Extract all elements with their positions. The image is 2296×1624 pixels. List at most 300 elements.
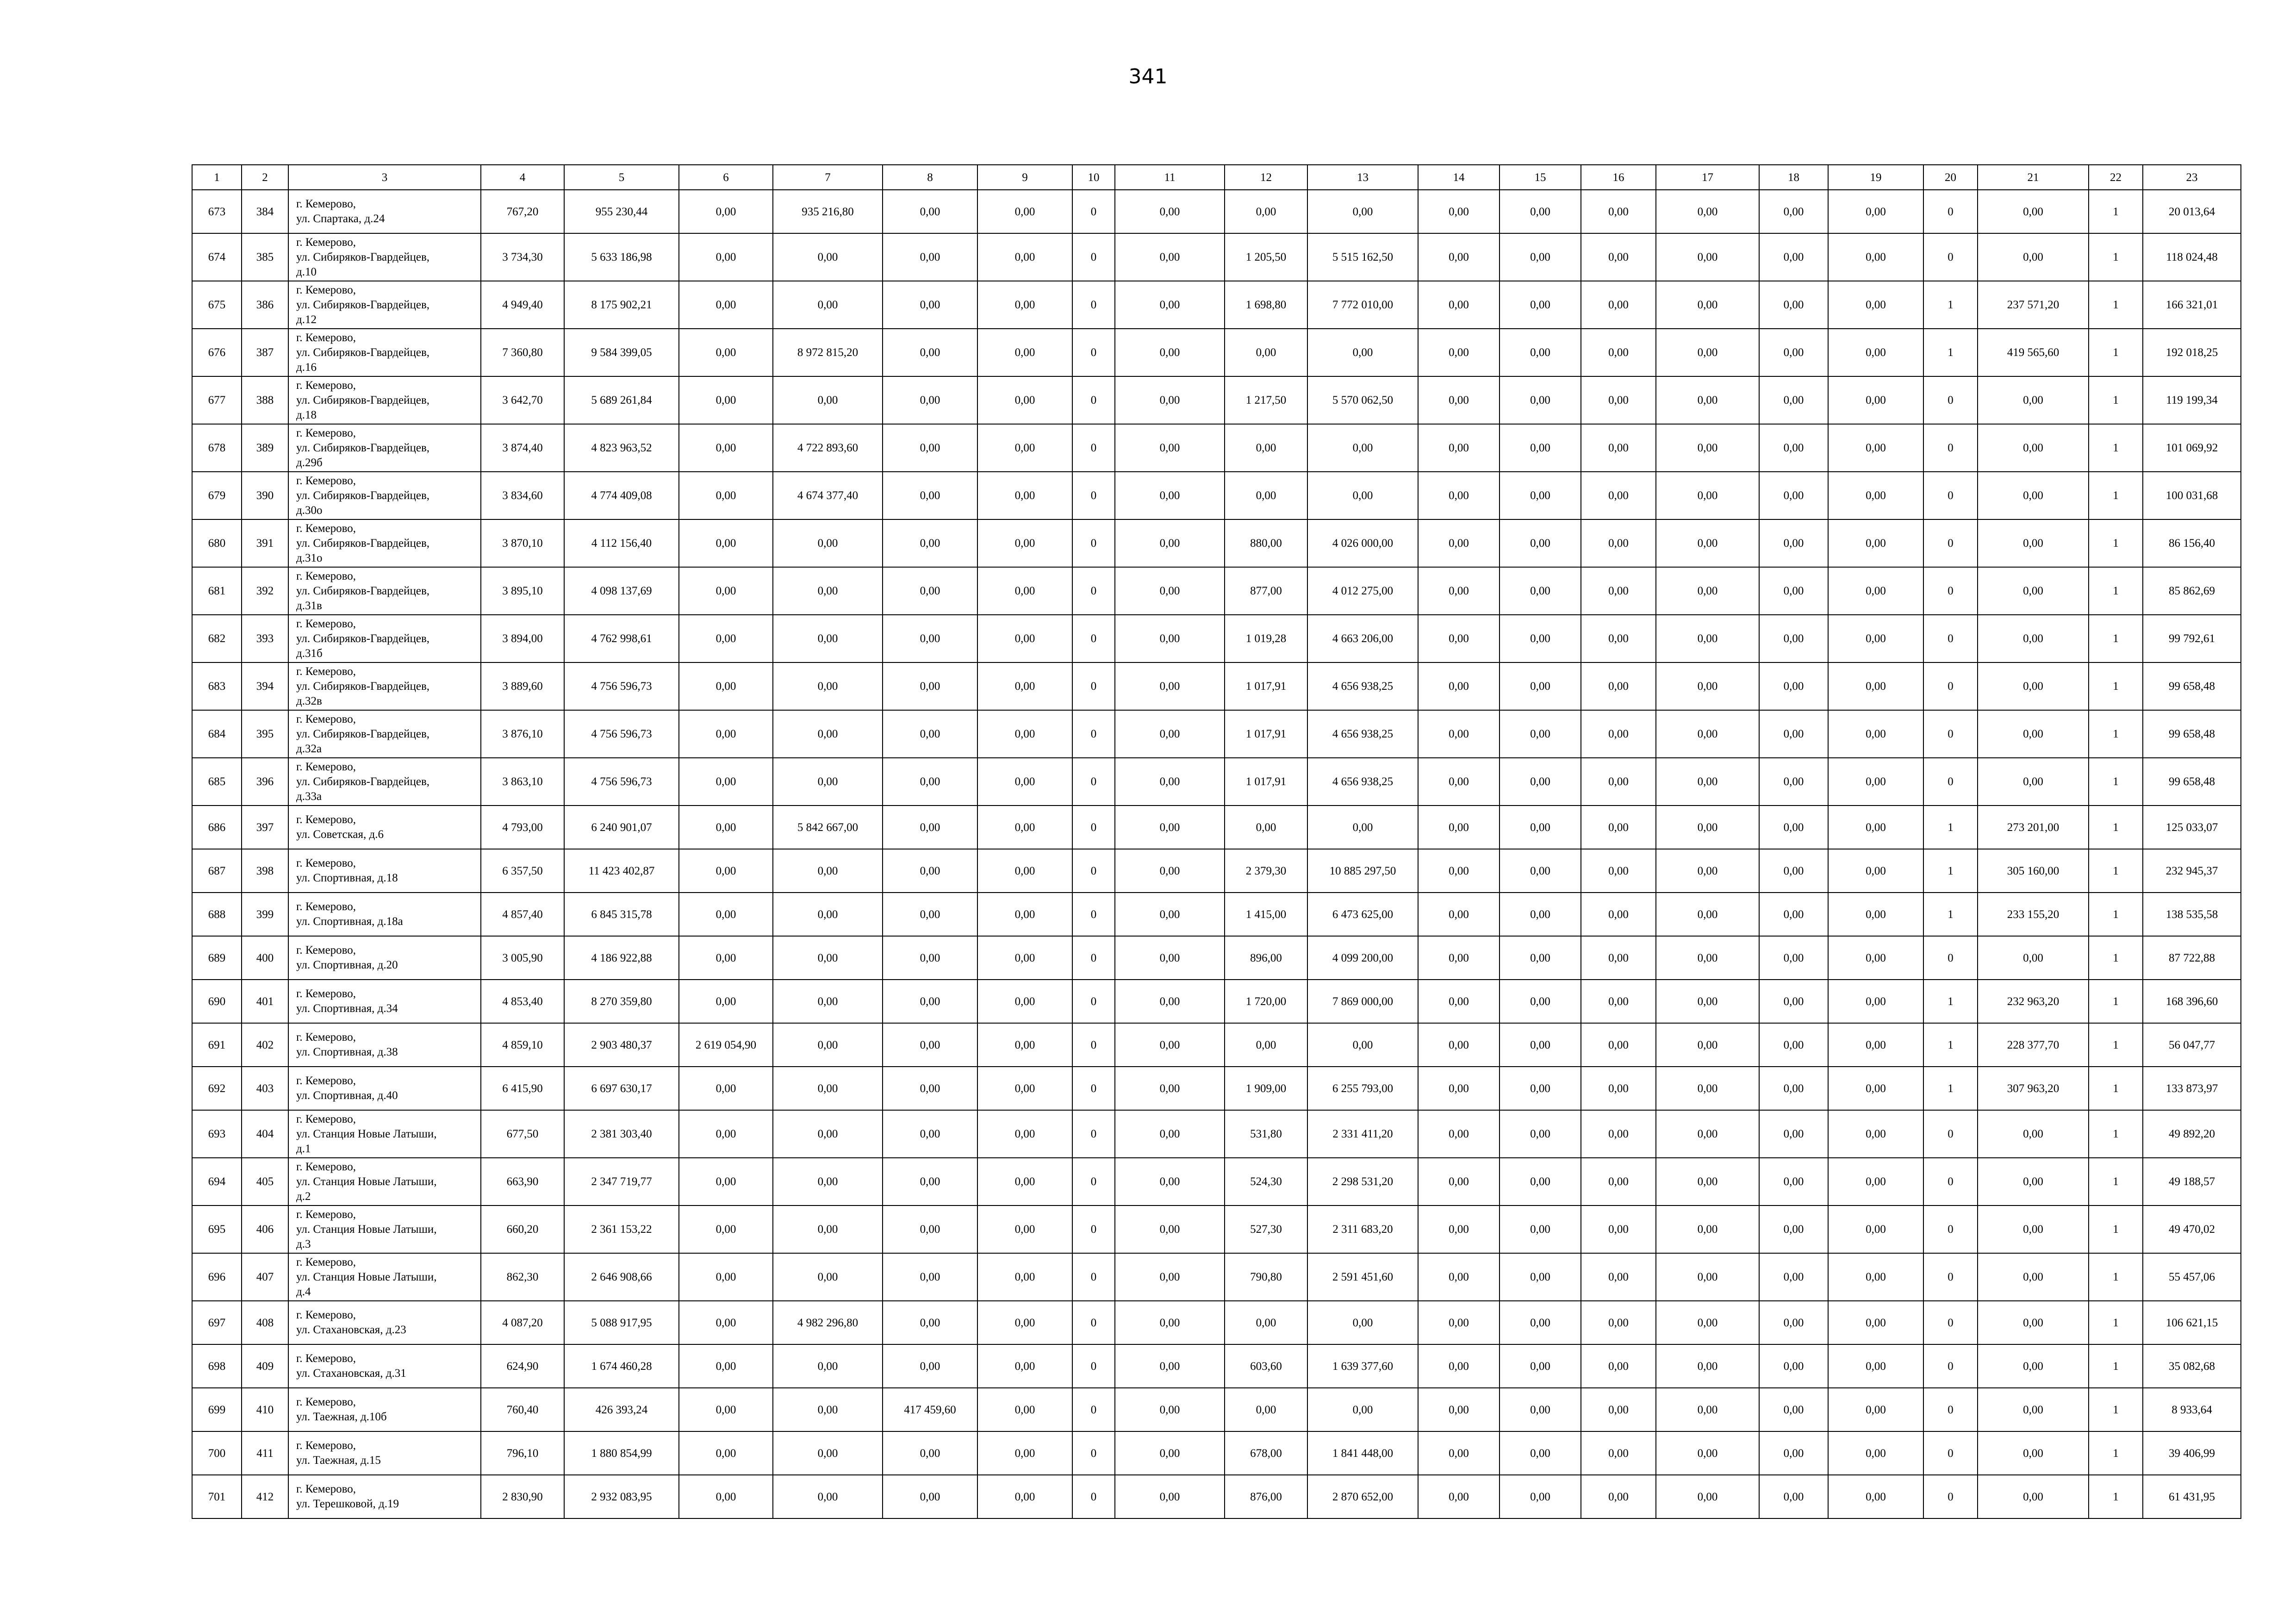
value-cell-col-11: 0,00 [1115, 893, 1225, 936]
column-header-8: 8 [883, 165, 977, 190]
value-cell-col-9: 0,00 [977, 893, 1072, 936]
value-cell-col-6: 0,00 [679, 662, 773, 710]
value-cell-col-11: 0,00 [1115, 1023, 1225, 1067]
address-line: д.18 [296, 408, 317, 421]
value-cell-col-13: 5 570 062,50 [1307, 376, 1418, 424]
value-cell-col-9: 0,00 [977, 1388, 1072, 1431]
value-cell-col-20: 0 [1923, 567, 1978, 615]
column-header-12: 12 [1225, 165, 1307, 190]
value-cell-col-20: 0 [1923, 1431, 1978, 1475]
value-cell-col-15: 0,00 [1500, 281, 1581, 329]
value-cell-col-16: 0,00 [1581, 806, 1656, 849]
value-cell-col-12: 880,00 [1225, 519, 1307, 567]
value-cell-col-23: 138 535,58 [2143, 893, 2241, 936]
value-cell-col-9: 0,00 [977, 190, 1072, 233]
address-line: ул. Сибиряков-Гвардейцев, [296, 632, 430, 645]
value-cell-col-17: 0,00 [1656, 806, 1759, 849]
value-cell-col-15: 0,00 [1500, 893, 1581, 936]
table-row [192, 936, 2241, 980]
value-cell-col-20: 0 [1923, 190, 1978, 233]
table-row [192, 849, 2241, 893]
value-cell-col-18: 0,00 [1759, 849, 1828, 893]
value-cell-col-8: 0,00 [883, 710, 977, 758]
value-cell-col-17: 0,00 [1656, 1158, 1759, 1206]
table-row [192, 893, 2241, 936]
value-cell-col-10: 0 [1072, 1023, 1115, 1067]
value-cell-col-22: 1 [2089, 424, 2143, 472]
value-cell-col-16: 0,00 [1581, 980, 1656, 1023]
value-cell-col-20: 1 [1923, 329, 1978, 376]
value-cell-col-17: 0,00 [1656, 1110, 1759, 1158]
row-number-cell: 694 [192, 1158, 242, 1206]
address-line: д.29б [296, 456, 323, 469]
value-cell-col-14: 0,00 [1418, 233, 1500, 281]
value-cell-col-10: 0 [1072, 376, 1115, 424]
value-cell-col-6: 0,00 [679, 233, 773, 281]
address-line: г. Кемерово, [296, 1439, 356, 1452]
value-cell-col-23: 100 031,68 [2143, 472, 2241, 519]
value-cell-col-4: 3 874,40 [481, 424, 564, 472]
value-cell-col-12: 1 017,91 [1225, 662, 1307, 710]
table-body [192, 190, 2241, 1518]
value-cell-col-18: 0,00 [1759, 1431, 1828, 1475]
value-cell-col-5: 8 270 359,80 [564, 980, 679, 1023]
column-header-7: 7 [773, 165, 883, 190]
value-cell-col-21: 0,00 [1978, 662, 2089, 710]
column-header-21: 21 [1978, 165, 2089, 190]
value-cell-col-12: 0,00 [1225, 1023, 1307, 1067]
value-cell-col-23: 125 033,07 [2143, 806, 2241, 849]
value-cell-col-7: 0,00 [773, 281, 883, 329]
value-cell-col-21: 307 963,20 [1978, 1067, 2089, 1110]
value-cell-col-6: 0,00 [679, 1301, 773, 1344]
value-cell-col-7: 5 842 667,00 [773, 806, 883, 849]
value-cell-col-16: 0,00 [1581, 1158, 1656, 1206]
value-cell-col-12: 678,00 [1225, 1431, 1307, 1475]
address-cell [288, 281, 481, 329]
address-line: ул. Станция Новые Латыши, [296, 1175, 437, 1188]
value-cell-col-12: 0,00 [1225, 1301, 1307, 1344]
value-cell-col-19: 0,00 [1828, 233, 1923, 281]
address-cell [288, 233, 481, 281]
value-cell-col-11: 0,00 [1115, 519, 1225, 567]
row-number-cell: 695 [192, 1206, 242, 1253]
value-cell-col-20: 0 [1923, 519, 1978, 567]
value-cell-col-19: 0,00 [1828, 1158, 1923, 1206]
value-cell-col-5: 1 880 854,99 [564, 1431, 679, 1475]
table-row [192, 806, 2241, 849]
value-cell-col-6: 0,00 [679, 893, 773, 936]
value-cell-col-15: 0,00 [1500, 662, 1581, 710]
value-cell-col-5: 4 186 922,88 [564, 936, 679, 980]
value-cell-col-18: 0,00 [1759, 329, 1828, 376]
table-row [192, 1206, 2241, 1253]
page-number: 341 [1128, 65, 1168, 88]
value-cell-col-18: 0,00 [1759, 1206, 1828, 1253]
value-cell-col-10: 0 [1072, 1388, 1115, 1431]
value-cell-col-23: 87 722,88 [2143, 936, 2241, 980]
address-line: г. Кемерово, [296, 331, 356, 344]
value-cell-col-4: 3 834,60 [481, 472, 564, 519]
value-cell-col-7: 4 982 296,80 [773, 1301, 883, 1344]
value-cell-col-19: 0,00 [1828, 1431, 1923, 1475]
column-header-9: 9 [977, 165, 1072, 190]
object-id-cell: 408 [242, 1301, 288, 1344]
column-header-5: 5 [564, 165, 679, 190]
value-cell-col-4: 3 005,90 [481, 936, 564, 980]
value-cell-col-19: 0,00 [1828, 376, 1923, 424]
table-row [192, 1023, 2241, 1067]
value-cell-col-15: 0,00 [1500, 758, 1581, 806]
object-id-cell: 398 [242, 849, 288, 893]
value-cell-col-10: 0 [1072, 519, 1115, 567]
value-cell-col-7: 935 216,80 [773, 190, 883, 233]
table-row [192, 424, 2241, 472]
value-cell-col-12: 790,80 [1225, 1253, 1307, 1301]
value-cell-col-23: 101 069,92 [2143, 424, 2241, 472]
value-cell-col-8: 0,00 [883, 190, 977, 233]
value-cell-col-20: 0 [1923, 1388, 1978, 1431]
value-cell-col-19: 0,00 [1828, 1301, 1923, 1344]
object-id-cell: 388 [242, 376, 288, 424]
value-cell-col-18: 0,00 [1759, 1301, 1828, 1344]
value-cell-col-4: 4 857,40 [481, 893, 564, 936]
object-id-cell: 411 [242, 1431, 288, 1475]
value-cell-col-7: 0,00 [773, 1431, 883, 1475]
value-cell-col-12: 1 017,91 [1225, 710, 1307, 758]
address-line: г. Кемерово, [296, 426, 356, 439]
value-cell-col-11: 0,00 [1115, 1431, 1225, 1475]
value-cell-col-14: 0,00 [1418, 980, 1500, 1023]
value-cell-col-9: 0,00 [977, 472, 1072, 519]
value-cell-col-13: 4 026 000,00 [1307, 519, 1418, 567]
value-cell-col-13: 10 885 297,50 [1307, 849, 1418, 893]
value-cell-col-19: 0,00 [1828, 281, 1923, 329]
value-cell-col-19: 0,00 [1828, 519, 1923, 567]
value-cell-col-17: 0,00 [1656, 1253, 1759, 1301]
value-cell-col-6: 0,00 [679, 936, 773, 980]
value-cell-col-14: 0,00 [1418, 376, 1500, 424]
value-cell-col-6: 0,00 [679, 758, 773, 806]
value-cell-col-14: 0,00 [1418, 806, 1500, 849]
address-line: ул. Стахановская, д.31 [296, 1367, 406, 1380]
value-cell-col-13: 2 311 683,20 [1307, 1206, 1418, 1253]
value-cell-col-16: 0,00 [1581, 1388, 1656, 1431]
value-cell-col-20: 0 [1923, 758, 1978, 806]
table-row [192, 615, 2241, 662]
value-cell-col-19: 0,00 [1828, 806, 1923, 849]
value-cell-col-19: 0,00 [1828, 1344, 1923, 1388]
address-line: ул. Сибиряков-Гвардейцев, [296, 394, 430, 406]
value-cell-col-21: 0,00 [1978, 615, 2089, 662]
value-cell-col-17: 0,00 [1656, 1023, 1759, 1067]
object-id-cell: 390 [242, 472, 288, 519]
value-cell-col-7: 0,00 [773, 615, 883, 662]
value-cell-col-16: 0,00 [1581, 662, 1656, 710]
value-cell-col-14: 0,00 [1418, 329, 1500, 376]
value-cell-col-13: 2 331 411,20 [1307, 1110, 1418, 1158]
value-cell-col-20: 0 [1923, 424, 1978, 472]
row-number-cell: 692 [192, 1067, 242, 1110]
value-cell-col-18: 0,00 [1759, 806, 1828, 849]
value-cell-col-7: 0,00 [773, 849, 883, 893]
value-cell-col-21: 0,00 [1978, 1253, 2089, 1301]
value-cell-col-9: 0,00 [977, 615, 1072, 662]
row-number-cell: 690 [192, 980, 242, 1023]
value-cell-col-13: 0,00 [1307, 1023, 1418, 1067]
value-cell-col-8: 0,00 [883, 936, 977, 980]
value-cell-col-15: 0,00 [1500, 1158, 1581, 1206]
value-cell-col-15: 0,00 [1500, 1067, 1581, 1110]
table-row [192, 1158, 2241, 1206]
value-cell-col-6: 0,00 [679, 980, 773, 1023]
value-cell-col-12: 603,60 [1225, 1344, 1307, 1388]
value-cell-col-13: 4 656 938,25 [1307, 758, 1418, 806]
value-cell-col-16: 0,00 [1581, 1253, 1656, 1301]
value-cell-col-10: 0 [1072, 329, 1115, 376]
address-line: г. Кемерово, [296, 665, 356, 678]
value-cell-col-21: 237 571,20 [1978, 281, 2089, 329]
value-cell-col-15: 0,00 [1500, 615, 1581, 662]
value-cell-col-20: 0 [1923, 1475, 1978, 1518]
value-cell-col-5: 2 903 480,37 [564, 1023, 679, 1067]
address-line: г. Кемерово, [296, 813, 356, 826]
value-cell-col-11: 0,00 [1115, 1253, 1225, 1301]
value-cell-col-20: 1 [1923, 806, 1978, 849]
row-number-cell: 688 [192, 893, 242, 936]
value-cell-col-10: 0 [1072, 1110, 1115, 1158]
address-cell [288, 893, 481, 936]
value-cell-col-9: 0,00 [977, 376, 1072, 424]
value-cell-col-16: 0,00 [1581, 1067, 1656, 1110]
value-cell-col-18: 0,00 [1759, 190, 1828, 233]
address-cell [288, 329, 481, 376]
value-cell-col-21: 305 160,00 [1978, 849, 2089, 893]
value-cell-col-14: 0,00 [1418, 519, 1500, 567]
value-cell-col-18: 0,00 [1759, 233, 1828, 281]
row-number-cell: 681 [192, 567, 242, 615]
value-cell-col-5: 5 088 917,95 [564, 1301, 679, 1344]
value-cell-col-6: 0,00 [679, 806, 773, 849]
value-cell-col-14: 0,00 [1418, 567, 1500, 615]
table-row [192, 1301, 2241, 1344]
value-cell-col-18: 0,00 [1759, 1023, 1828, 1067]
value-cell-col-16: 0,00 [1581, 519, 1656, 567]
value-cell-col-16: 0,00 [1581, 1431, 1656, 1475]
value-cell-col-12: 1 217,50 [1225, 376, 1307, 424]
address-line: г. Кемерово, [296, 1112, 356, 1125]
value-cell-col-21: 233 155,20 [1978, 893, 2089, 936]
address-line: ул. Таежная, д.10б [296, 1411, 387, 1423]
table-row [192, 710, 2241, 758]
object-id-cell: 404 [242, 1110, 288, 1158]
value-cell-col-15: 0,00 [1500, 1344, 1581, 1388]
value-cell-col-17: 0,00 [1656, 615, 1759, 662]
value-cell-col-22: 1 [2089, 1067, 2143, 1110]
address-line: ул. Спортивная, д.18а [296, 915, 403, 928]
value-cell-col-5: 2 381 303,40 [564, 1110, 679, 1158]
value-cell-col-11: 0,00 [1115, 1158, 1225, 1206]
value-cell-col-16: 0,00 [1581, 376, 1656, 424]
value-cell-col-5: 6 240 901,07 [564, 806, 679, 849]
value-cell-col-13: 7 772 010,00 [1307, 281, 1418, 329]
address-line: г. Кемерово, [296, 760, 356, 773]
object-id-cell: 406 [242, 1206, 288, 1253]
value-cell-col-19: 0,00 [1828, 1206, 1923, 1253]
value-cell-col-18: 0,00 [1759, 376, 1828, 424]
address-line: г. Кемерово, [296, 283, 356, 296]
value-cell-col-17: 0,00 [1656, 1388, 1759, 1431]
column-header-6: 6 [679, 165, 773, 190]
value-cell-col-23: 168 396,60 [2143, 980, 2241, 1023]
value-cell-col-10: 0 [1072, 1431, 1115, 1475]
value-cell-col-19: 0,00 [1828, 758, 1923, 806]
value-cell-col-11: 0,00 [1115, 758, 1225, 806]
value-cell-col-11: 0,00 [1115, 1344, 1225, 1388]
value-cell-col-22: 1 [2089, 1158, 2143, 1206]
value-cell-col-4: 4 859,10 [481, 1023, 564, 1067]
value-cell-col-15: 0,00 [1500, 1206, 1581, 1253]
value-cell-col-6: 0,00 [679, 567, 773, 615]
value-cell-col-16: 0,00 [1581, 758, 1656, 806]
value-cell-col-4: 760,40 [481, 1388, 564, 1431]
address-cell [288, 849, 481, 893]
value-cell-col-10: 0 [1072, 980, 1115, 1023]
value-cell-col-7: 0,00 [773, 893, 883, 936]
object-id-cell: 391 [242, 519, 288, 567]
value-cell-col-5: 955 230,44 [564, 190, 679, 233]
value-cell-col-20: 0 [1923, 472, 1978, 519]
value-cell-col-6: 0,00 [679, 424, 773, 472]
value-cell-col-4: 3 876,10 [481, 710, 564, 758]
row-number-cell: 687 [192, 849, 242, 893]
value-cell-col-23: 35 082,68 [2143, 1344, 2241, 1388]
value-cell-col-6: 0,00 [679, 519, 773, 567]
value-cell-col-9: 0,00 [977, 980, 1072, 1023]
column-header-2: 2 [242, 165, 288, 190]
value-cell-col-9: 0,00 [977, 936, 1072, 980]
object-id-cell: 396 [242, 758, 288, 806]
value-cell-col-5: 5 633 186,98 [564, 233, 679, 281]
value-cell-col-7: 0,00 [773, 1110, 883, 1158]
value-cell-col-4: 3 870,10 [481, 519, 564, 567]
value-cell-col-22: 1 [2089, 758, 2143, 806]
value-cell-col-16: 0,00 [1581, 893, 1656, 936]
value-cell-col-8: 0,00 [883, 1110, 977, 1158]
value-cell-col-4: 4 949,40 [481, 281, 564, 329]
address-line: ул. Спортивная, д.38 [296, 1046, 398, 1058]
value-cell-col-8: 0,00 [883, 1067, 977, 1110]
value-cell-col-23: 49 470,02 [2143, 1206, 2241, 1253]
column-header-16: 16 [1581, 165, 1656, 190]
value-cell-col-17: 0,00 [1656, 233, 1759, 281]
value-cell-col-6: 0,00 [679, 615, 773, 662]
address-cell [288, 615, 481, 662]
value-cell-col-12: 0,00 [1225, 329, 1307, 376]
value-cell-col-17: 0,00 [1656, 519, 1759, 567]
value-cell-col-6: 0,00 [679, 1110, 773, 1158]
object-id-cell: 409 [242, 1344, 288, 1388]
address-cell [288, 1023, 481, 1067]
value-cell-col-14: 0,00 [1418, 1388, 1500, 1431]
value-cell-col-5: 5 689 261,84 [564, 376, 679, 424]
value-cell-col-6: 0,00 [679, 849, 773, 893]
row-number-cell: 689 [192, 936, 242, 980]
value-cell-col-4: 660,20 [481, 1206, 564, 1253]
row-number-cell: 701 [192, 1475, 242, 1518]
value-cell-col-5: 4 762 998,61 [564, 615, 679, 662]
row-number-cell: 696 [192, 1253, 242, 1301]
value-cell-col-21: 0,00 [1978, 1344, 2089, 1388]
value-cell-col-9: 0,00 [977, 1253, 1072, 1301]
value-cell-col-9: 0,00 [977, 1067, 1072, 1110]
value-cell-col-14: 0,00 [1418, 1158, 1500, 1206]
value-cell-col-12: 0,00 [1225, 424, 1307, 472]
value-cell-col-20: 1 [1923, 893, 1978, 936]
address-cell [288, 1158, 481, 1206]
value-cell-col-7: 4 674 377,40 [773, 472, 883, 519]
value-cell-col-10: 0 [1072, 615, 1115, 662]
value-cell-col-11: 0,00 [1115, 472, 1225, 519]
value-cell-col-6: 0,00 [679, 710, 773, 758]
value-cell-col-15: 0,00 [1500, 849, 1581, 893]
value-cell-col-14: 0,00 [1418, 1253, 1500, 1301]
value-cell-col-18: 0,00 [1759, 472, 1828, 519]
object-id-cell: 403 [242, 1067, 288, 1110]
value-cell-col-13: 0,00 [1307, 1388, 1418, 1431]
value-cell-col-8: 0,00 [883, 1344, 977, 1388]
value-cell-col-18: 0,00 [1759, 980, 1828, 1023]
row-number-cell: 673 [192, 190, 242, 233]
value-cell-col-9: 0,00 [977, 329, 1072, 376]
value-cell-col-5: 4 756 596,73 [564, 662, 679, 710]
value-cell-col-8: 0,00 [883, 424, 977, 472]
value-cell-col-19: 0,00 [1828, 1110, 1923, 1158]
value-cell-col-11: 0,00 [1115, 710, 1225, 758]
row-number-cell: 677 [192, 376, 242, 424]
value-cell-col-16: 0,00 [1581, 472, 1656, 519]
table-row [192, 1388, 2241, 1431]
value-cell-col-15: 0,00 [1500, 1388, 1581, 1431]
value-cell-col-9: 0,00 [977, 662, 1072, 710]
table-row [192, 519, 2241, 567]
value-cell-col-11: 0,00 [1115, 329, 1225, 376]
value-cell-col-21: 273 201,00 [1978, 806, 2089, 849]
value-cell-col-17: 0,00 [1656, 849, 1759, 893]
value-cell-col-20: 1 [1923, 281, 1978, 329]
value-cell-col-8: 0,00 [883, 1206, 977, 1253]
value-cell-col-23: 166 321,01 [2143, 281, 2241, 329]
value-cell-col-10: 0 [1072, 1158, 1115, 1206]
value-cell-col-11: 0,00 [1115, 1475, 1225, 1518]
value-cell-col-11: 0,00 [1115, 424, 1225, 472]
value-cell-col-18: 0,00 [1759, 615, 1828, 662]
row-number-cell: 683 [192, 662, 242, 710]
row-number-cell: 680 [192, 519, 242, 567]
value-cell-col-10: 0 [1072, 758, 1115, 806]
value-cell-col-9: 0,00 [977, 1431, 1072, 1475]
value-cell-col-6: 0,00 [679, 329, 773, 376]
value-cell-col-22: 1 [2089, 329, 2143, 376]
column-header-18: 18 [1759, 165, 1828, 190]
value-cell-col-16: 0,00 [1581, 424, 1656, 472]
address-cell [288, 472, 481, 519]
value-cell-col-12: 0,00 [1225, 806, 1307, 849]
value-cell-col-20: 0 [1923, 936, 1978, 980]
table-row [192, 190, 2241, 233]
address-line: ул. Сибиряков-Гвардейцев, [296, 537, 430, 550]
value-cell-col-9: 0,00 [977, 849, 1072, 893]
